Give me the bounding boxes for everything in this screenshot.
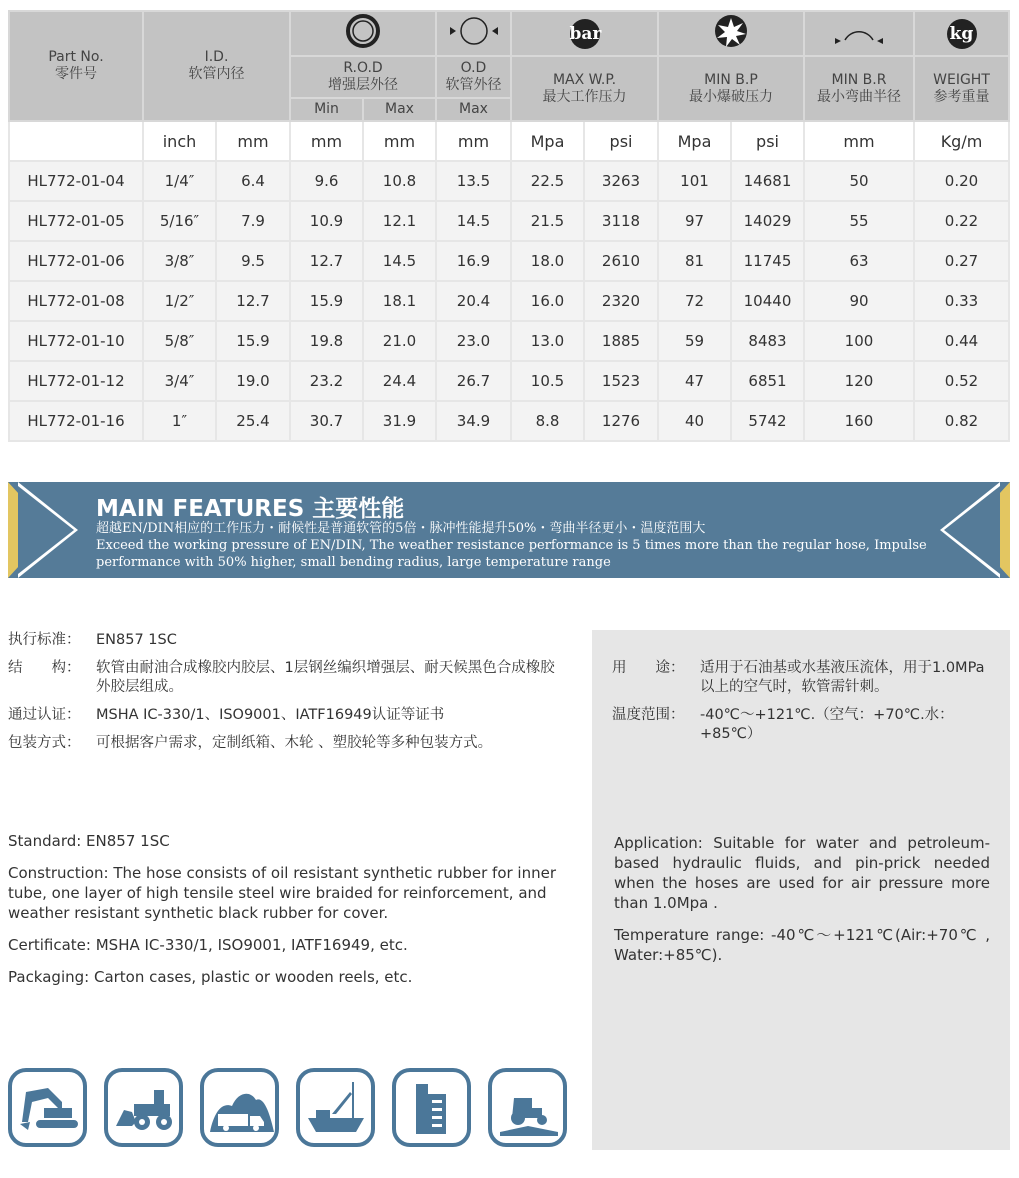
spec-value: 适用于石油基或水基液压流体，用于1.0MPa以上的空气时，软管需针刺。: [700, 660, 985, 695]
table-cell: 1/4″: [143, 161, 216, 201]
table-cell: 21.5: [511, 201, 584, 241]
table-cell: 15.9: [290, 281, 363, 321]
table-cell: 12.1: [363, 201, 436, 241]
table-cell: HL772-01-16: [9, 401, 143, 441]
table-cell: 0.52: [914, 361, 1009, 401]
table-cell: 0.27: [914, 241, 1009, 281]
banner-text: 超越EN/DIN相应的工作压力・耐候性是普通软管的5倍・脉冲性能提升50%・弯曲半径更小・温度范围大 Exceed the working pressure of EN/DIN, The weather resistance performance is 5 times more than the regular hose, Impulse performance with 50% higher, small bending radius, large temperature range: [96, 521, 927, 570]
table-cell: 18.1: [363, 281, 436, 321]
table-cell: 120: [804, 361, 914, 401]
table-cell: 14.5: [363, 241, 436, 281]
table-cell: 21.0: [363, 321, 436, 361]
units-row: [9, 121, 1009, 161]
bend-radius-icon: [804, 11, 914, 56]
table-cell: 0.22: [914, 201, 1009, 241]
table-cell: 0.82: [914, 401, 1009, 441]
spec-table: [8, 10, 1010, 442]
od-icon: [436, 11, 511, 56]
table-cell: 3/4″: [143, 361, 216, 401]
unit-cell: mm: [216, 121, 290, 161]
unit-cell: mm: [363, 121, 436, 161]
table-cell: 6.4: [216, 161, 290, 201]
table-cell: HL772-01-12: [9, 361, 143, 401]
header-rod-min: Min: [290, 98, 363, 121]
unit-cell: [9, 121, 143, 161]
table-cell: 3118: [584, 201, 658, 241]
table-cell: 23.0: [436, 321, 511, 361]
tractor-agriculture-icon: [488, 1068, 567, 1147]
table-cell: 10440: [731, 281, 804, 321]
table-cell: 0.33: [914, 281, 1009, 321]
table-row: [9, 241, 1009, 281]
spec-item: [8, 734, 563, 753]
spec-label: 执行标准：: [8, 632, 81, 648]
table-cell: 160: [804, 401, 914, 441]
table-cell: 90: [804, 281, 914, 321]
table-cell: 1/2″: [143, 281, 216, 321]
cn-specs-left: [8, 631, 563, 762]
header-rod-max: Max: [363, 98, 436, 121]
table-cell: 2320: [584, 281, 658, 321]
table-cell: 19.8: [290, 321, 363, 361]
header-weight: WEIGHT 参考重量: [914, 56, 1009, 121]
table-cell: 25.4: [216, 401, 290, 441]
table-cell: 3/8″: [143, 241, 216, 281]
table-cell: 10.5: [511, 361, 584, 401]
table-cell: 55: [804, 201, 914, 241]
table-cell: 2610: [584, 241, 658, 281]
header-wp: MAX W.P. 最大工作压力: [511, 56, 658, 121]
rod-icon: [290, 11, 436, 56]
main-features-banner: [8, 482, 1010, 578]
bar-icon: bar: [511, 11, 658, 56]
table-cell: 26.7: [436, 361, 511, 401]
table-cell: 100: [804, 321, 914, 361]
table-cell: 10.8: [363, 161, 436, 201]
building-icon: [392, 1068, 471, 1147]
table-cell: 23.2: [290, 361, 363, 401]
table-cell: 14029: [731, 201, 804, 241]
table-cell: 0.44: [914, 321, 1009, 361]
table-cell: 1″: [143, 401, 216, 441]
spec-paragraph: Temperature range: -40℃～+121℃(Air:+70℃ , Water:+85℃).: [614, 926, 990, 964]
spec-label: 用 途：: [612, 660, 685, 676]
table-cell: 14.5: [436, 201, 511, 241]
table-cell: 13.0: [511, 321, 584, 361]
table-cell: 16.0: [511, 281, 584, 321]
table-cell: 47: [658, 361, 731, 401]
table-cell: 34.9: [436, 401, 511, 441]
table-cell: 9.6: [290, 161, 363, 201]
spec-label: 温度范围：: [612, 707, 685, 723]
table-cell: 1523: [584, 361, 658, 401]
unit-cell: mm: [290, 121, 363, 161]
spec-value: 可根据客户需求，定制纸箱、木轮 、塑胶轮等多种包装方式。: [96, 735, 493, 751]
table-cell: 30.7: [290, 401, 363, 441]
header-br: MIN B.R 最小弯曲半径: [804, 56, 914, 121]
table-cell: 20.4: [436, 281, 511, 321]
kg-icon: kg: [914, 11, 1009, 56]
spec-value: MSHA IC-330/1、ISO9001、IATF16949认证等证书: [96, 707, 445, 723]
excavator-icon: [8, 1068, 87, 1147]
table-cell: 14681: [731, 161, 804, 201]
header-od-max: Max: [436, 98, 511, 121]
ship-icon: [296, 1068, 375, 1147]
table-row: [9, 361, 1009, 401]
table-cell: 24.4: [363, 361, 436, 401]
table-cell: 8483: [731, 321, 804, 361]
table-cell: HL772-01-04: [9, 161, 143, 201]
spec-item: [612, 659, 992, 697]
spec-paragraph: Application: Suitable for water and petroleum-based hydraulic fluids, and pin-prick needed when the hoses are used for air pressure more than 1.0Mpa .: [614, 834, 990, 912]
table-row: [9, 321, 1009, 361]
table-cell: 13.5: [436, 161, 511, 201]
spec-paragraph: Packaging: Carton cases, plastic or wooden reels, etc.: [8, 968, 413, 986]
table-cell: 12.7: [216, 281, 290, 321]
wheel-loader-icon: [104, 1068, 183, 1147]
table-row: [9, 281, 1009, 321]
unit-cell: Mpa: [658, 121, 731, 161]
header-bp: MIN B.P 最小爆破压力: [658, 56, 804, 121]
mining-truck-icon: [200, 1068, 279, 1147]
table-cell: 63: [804, 241, 914, 281]
unit-cell: inch: [143, 121, 216, 161]
table-cell: 15.9: [216, 321, 290, 361]
table-cell: HL772-01-05: [9, 201, 143, 241]
table-cell: HL772-01-06: [9, 241, 143, 281]
table-row: [9, 201, 1009, 241]
table-cell: 18.0: [511, 241, 584, 281]
spec-value: 软管由耐油合成橡胶内胶层、1层钢丝编织增强层、耐天候黑色合成橡胶外胶层组成。: [96, 660, 555, 695]
table-cell: 12.7: [290, 241, 363, 281]
table-cell: 0.20: [914, 161, 1009, 201]
spec-item: [612, 706, 992, 744]
en-specs-right: [614, 833, 990, 977]
table-cell: HL772-01-10: [9, 321, 143, 361]
table-cell: 5/8″: [143, 321, 216, 361]
table-cell: 5/16″: [143, 201, 216, 241]
spec-paragraph: Construction: The hose consists of oil resistant synthetic rubber for inner tube, one layer of high tensile steel wire braided for reinforcement, and weather resistant synthetic black rubber for cover.: [8, 864, 557, 922]
burst-icon: [658, 11, 804, 56]
cn-specs-right: [612, 659, 992, 753]
table-cell: 1885: [584, 321, 658, 361]
spec-paragraph: Standard: EN857 1SC: [8, 832, 170, 850]
spec-label: 结 构：: [8, 660, 81, 676]
table-cell: 9.5: [216, 241, 290, 281]
table-cell: 97: [658, 201, 731, 241]
unit-cell: Mpa: [511, 121, 584, 161]
spec-label: 通过认证：: [8, 707, 81, 723]
table-cell: 72: [658, 281, 731, 321]
spec-paragraph: Certificate: MSHA IC-330/1, ISO9001, IATF16949, etc.: [8, 936, 408, 954]
en-specs-left: [8, 831, 558, 999]
banner-title: MAIN FEATURES 主要性能: [96, 496, 405, 522]
spec-item: [8, 659, 563, 697]
table-cell: 59: [658, 321, 731, 361]
spec-item: [8, 631, 563, 650]
spec-label: 包装方式：: [8, 735, 81, 751]
spec-value: EN857 1SC: [96, 632, 177, 648]
table-row: [9, 401, 1009, 441]
table-cell: 11745: [731, 241, 804, 281]
header-rod: R.O.D 增强层外径: [290, 56, 436, 98]
table-cell: 101: [658, 161, 731, 201]
table-cell: 81: [658, 241, 731, 281]
table-cell: 16.9: [436, 241, 511, 281]
application-icons: [8, 1068, 567, 1147]
table-cell: 40: [658, 401, 731, 441]
table-cell: 5742: [731, 401, 804, 441]
table-cell: 10.9: [290, 201, 363, 241]
header-od: O.D 软管外径: [436, 56, 511, 98]
header-id: I.D. 软管内径: [143, 11, 290, 121]
spec-item: [8, 706, 563, 725]
unit-cell: psi: [731, 121, 804, 161]
spec-value: -40℃～+121℃.（空气：+70℃.水：+85℃）: [700, 707, 954, 742]
table-cell: 31.9: [363, 401, 436, 441]
table-cell: 7.9: [216, 201, 290, 241]
table-cell: 50: [804, 161, 914, 201]
unit-cell: Kg/m: [914, 121, 1009, 161]
table-cell: 1276: [584, 401, 658, 441]
table-cell: 22.5: [511, 161, 584, 201]
unit-cell: mm: [436, 121, 511, 161]
table-cell: 8.8: [511, 401, 584, 441]
table-cell: 19.0: [216, 361, 290, 401]
table-cell: 6851: [731, 361, 804, 401]
table-cell: 3263: [584, 161, 658, 201]
table-row: [9, 161, 1009, 201]
unit-cell: mm: [804, 121, 914, 161]
header-part-no: Part No. 零件号: [9, 11, 143, 121]
table-cell: HL772-01-08: [9, 281, 143, 321]
unit-cell: psi: [584, 121, 658, 161]
